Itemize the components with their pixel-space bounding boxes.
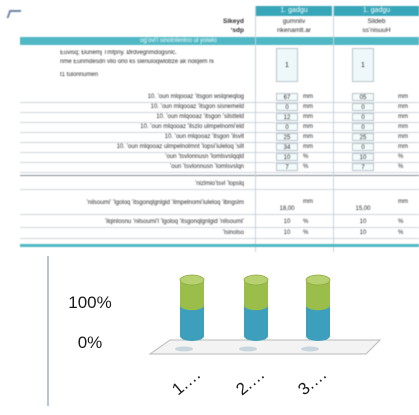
row-label: 10. ʻoun mlqooaz ʻitsgon ʻsilstteld	[156, 114, 244, 120]
row-unit-1: mm	[303, 144, 313, 150]
row-label: ʻilqinlosnu ʻnilsoumiʻl ʻlgoloq ʻitsgonqlgnlgid ʻnilsoumiʻ	[104, 219, 244, 225]
row-value-1[interactable]: 10	[283, 230, 291, 236]
row-value-1[interactable]: 10	[283, 219, 291, 225]
bar-top	[306, 275, 330, 285]
row-value-1[interactable]: 0	[276, 123, 298, 131]
table-row	[20, 93, 419, 103]
row-unit-1: mm	[303, 94, 313, 100]
row-value-1[interactable]: 18,00	[279, 206, 295, 212]
divider	[20, 175, 419, 176]
row-unit-2: %	[398, 230, 404, 236]
row-value-1[interactable]: 12	[276, 113, 298, 121]
x-tick-label: 2.…	[232, 364, 269, 400]
table-row	[20, 229, 419, 239]
bar-top	[180, 275, 204, 285]
row-unit-2: %	[398, 219, 404, 225]
table-row	[20, 103, 419, 113]
row-value-1[interactable]: 7	[276, 163, 298, 171]
header-row-1-value-1[interactable]: gumniiv	[282, 18, 306, 25]
row-unit-2: mm	[398, 144, 408, 150]
bar-segment-base	[244, 300, 268, 310]
row-label: ʻoun ʻtsvlonnusn ʻlomlsvslqn	[169, 164, 244, 170]
grid-line	[255, 6, 256, 252]
row-unit-1: %	[303, 230, 309, 236]
row-unit-2: mm	[398, 94, 408, 100]
block-value-2[interactable]: 1	[352, 48, 374, 82]
row-value-2[interactable]: 0	[352, 123, 374, 131]
bar-segment-base	[306, 331, 330, 341]
row-value-1[interactable]: 0	[276, 103, 298, 111]
row-value-2[interactable]: 7	[352, 163, 374, 171]
row-value-1[interactable]: 67	[276, 93, 298, 101]
row-label: ʻoun ʻtsvlonnusn ʻlomlsvslqqld	[165, 154, 244, 160]
table-row	[20, 153, 419, 163]
row-label: ʻlsinolso	[222, 230, 244, 236]
row-value-2[interactable]: 10	[352, 153, 374, 161]
row-value-2[interactable]: 15,00	[355, 206, 371, 212]
row-unit-2: mm	[398, 104, 408, 110]
row-unit-1: %	[303, 164, 309, 170]
stacked-bar-chart[interactable]	[0, 256, 419, 410]
block-line-1: Euvisq; Ðunemj Tmfpny. Ørdvegnmdogsnlc.	[60, 50, 177, 56]
column-header-2[interactable]	[334, 6, 419, 16]
row-unit-1: mm	[303, 114, 313, 120]
x-tick-label: 1.…	[168, 364, 205, 400]
row-unit-1: mm	[303, 104, 313, 110]
block-line-2: ñme Eunmdesdn vllo orlo ks slenuloqwlobze ak nolqem ni	[60, 59, 214, 65]
row-value-2[interactable]: 10	[359, 230, 367, 236]
row-unit-2: mm	[398, 199, 408, 205]
row-label: 10. ʻoun mlqooaz ʻitsgon ʻilsvlt	[164, 134, 244, 140]
bar-shadow	[239, 347, 257, 352]
header-row-1-value-2[interactable]: Sildeb	[367, 18, 386, 25]
row-value-2[interactable]: 25	[352, 133, 374, 141]
table-row	[20, 113, 419, 123]
row-value-1[interactable]: 34	[276, 143, 298, 151]
row-value-1[interactable]: 25	[276, 133, 298, 141]
bar-top	[244, 275, 268, 285]
row-label: ʻnilsoumiʻ ʻlgoloq ʻitsgonqlgnlgid ʻilmpelnomiʻiuleloq ʻibngslm	[86, 200, 244, 206]
row-value-2[interactable]: 0	[352, 143, 374, 151]
bar-segment-base	[244, 331, 268, 341]
select-all-corner-icon[interactable]	[7, 10, 22, 18]
row-value-2[interactable]: 10	[359, 219, 367, 225]
row-unit-2: %	[398, 154, 404, 160]
row-unit-1: mm	[303, 199, 313, 205]
row-unit-1: mm	[303, 124, 313, 130]
row-value-2[interactable]: 0	[352, 113, 374, 121]
row-unit-2: mm	[398, 114, 408, 120]
block-value-1[interactable]: 1	[276, 48, 298, 82]
row-value-1[interactable]: 10	[276, 153, 298, 161]
header-row-2-value-2[interactable]: ssʻnisuuH	[362, 27, 391, 34]
bar-segment-base	[180, 331, 204, 341]
y-tick-label: 100%	[68, 293, 112, 312]
column-header-1-label: 1. gadgu	[280, 7, 308, 14]
row-label: 10. ʻoun mlqooaz ʻilszlo ulmpelnomiʻeld	[140, 124, 244, 130]
section-header	[20, 37, 419, 45]
bar-shadow	[301, 347, 319, 352]
bar-shadow	[175, 347, 193, 352]
table-row	[20, 123, 419, 133]
row-unit-2: mm	[398, 124, 408, 130]
grid-line	[333, 6, 334, 252]
header-row-2-value-1[interactable]: nkenamlt.ar	[277, 27, 311, 34]
row-unit-2: %	[398, 164, 404, 170]
bar-segment-base	[180, 300, 204, 310]
row-unit-1: %	[303, 154, 309, 160]
section-header-label: ogʻoviʻi sinotnlenlno ul yoiwlo	[140, 38, 217, 44]
table-row	[20, 143, 419, 153]
row-value-2[interactable]: 05	[352, 93, 374, 101]
column-header-2-label: 1. gadgu	[362, 7, 391, 14]
header-row-2-label: ʻsdp	[230, 27, 244, 34]
y-tick-label: 0%	[77, 333, 103, 352]
row-label: 10. ʻoun mlqooaz ʻitsgon sisnemeld	[150, 104, 244, 110]
table-row	[20, 180, 419, 190]
bar-segment-base	[306, 300, 330, 310]
row-label: 10. ʻoun mlqooaz ʻitsgon wslqneqlog	[147, 94, 244, 100]
row-label: ʻnizlmioʻtsvl ʻlopslq	[194, 181, 244, 187]
column-header-1[interactable]	[256, 6, 332, 16]
row-unit-1: %	[303, 219, 309, 225]
table-row	[20, 218, 419, 228]
x-tick-label: 3.…	[294, 364, 331, 400]
header-row-1-label: Sikeyd	[223, 18, 244, 25]
row-value-2[interactable]: 0	[352, 103, 374, 111]
chart-svg	[0, 256, 419, 410]
table-row	[20, 196, 419, 215]
row-label: 10. ʻoun mlqooaz ulmpelnolmnt ʻlopsiʻiuleloq ʻsilt	[116, 144, 244, 150]
table-row	[20, 163, 419, 173]
selection-border	[20, 244, 419, 247]
row-unit-2: mm	[398, 134, 408, 140]
block-line-3: t1 tulonnumen	[60, 72, 99, 78]
row-unit-1: mm	[303, 134, 313, 140]
table-row	[20, 133, 419, 143]
